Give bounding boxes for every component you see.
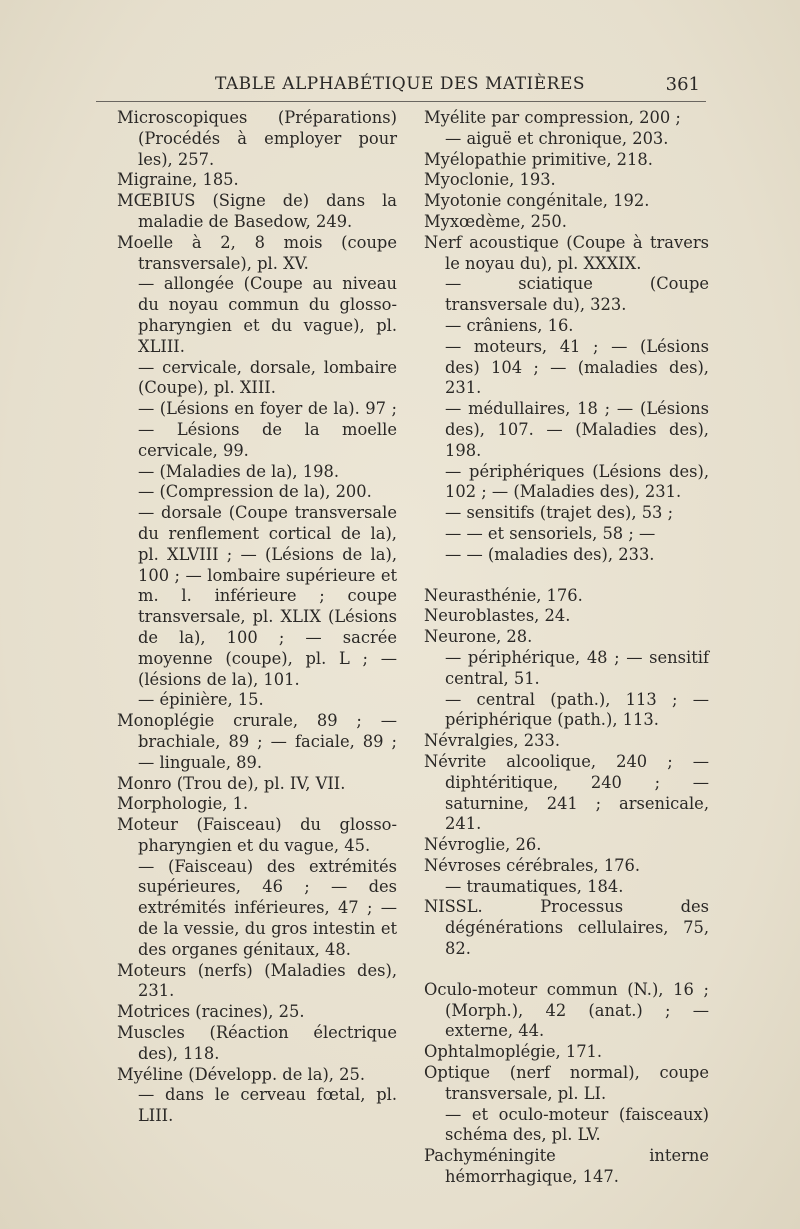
index-entry: — dorsale (Coupe transversale du renflement cortical de la), pl. XLVIII ; — (Lésions de la), 100 ; — lombaire supérieure et m. l. inférieure ; coupe transversale, pl. XLIX (Lésions de la), 100 ; — sacrée moyenne (coupe), pl. L ; — (lésions de la), 101. bbox=[138, 503, 397, 689]
left-column bbox=[117, 108, 397, 1127]
index-entry: Pachyméningite interne hémorrhagique, 147. bbox=[424, 1146, 709, 1187]
index-entry: — (Lésions en foyer de la). 97 ; — Lésions de la moelle cervicale, 99. bbox=[138, 399, 397, 460]
index-entry: Oculo-moteur commun (N.), 16 ; (Morph.), 42 (anat.) ; — externe, 44. bbox=[424, 979, 709, 1041]
index-entry: Neuroblastes, 24. bbox=[424, 606, 571, 626]
index-entry: — périphériques (Lésions des), 102 ; — (Maladies des), 231. bbox=[445, 461, 709, 502]
index-entry: Nerf acoustique (Coupe à travers le noyau du), pl. XXXIX. bbox=[424, 232, 709, 273]
index-entry: Monoplégie crurale, 89 ; — brachiale, 89 ; — faciale, 89 ; — linguale, 89. bbox=[117, 711, 397, 772]
index-entry: Neurasthénie, 176. bbox=[424, 585, 583, 605]
index-entry: Moelle à 2, 8 mois (coupe transversale), pl. XV. bbox=[117, 232, 397, 273]
index-entry: Névroses cérébrales, 176. bbox=[424, 855, 641, 875]
index-entry: Neurone, 28. bbox=[424, 627, 533, 647]
index-entry: Névrite alcoolique, 240 ; — diphtéritique, 240 ; — saturnine, 241 ; arsenicale, 241. bbox=[424, 751, 709, 834]
index-entry: Microscopiques (Préparations) (Procédés à employer pour les), 257. bbox=[117, 108, 397, 169]
index-entry: Névralgies, 233. bbox=[424, 731, 560, 751]
index-entry: — cervicale, dorsale, lombaire (Coupe), pl. XIII. bbox=[138, 357, 397, 398]
page-title: TABLE ALPHABÉTIQUE DES MATIÈRES bbox=[214, 74, 586, 94]
index-entry: — et oculo-moteur (faisceaux) schéma des, pl. LV. bbox=[445, 1104, 709, 1145]
page-number: 361 bbox=[665, 74, 700, 95]
index-entry: Myoclonie, 193. bbox=[424, 170, 556, 190]
index-entry: Névroglie, 26. bbox=[424, 835, 542, 855]
index-entry: Morphologie, 1. bbox=[117, 794, 249, 814]
index-entry: — — et sensoriels, 58 ; — bbox=[445, 523, 656, 543]
index-entry: — sensitifs (trajet des), 53 ; bbox=[445, 503, 674, 523]
index-entry: Ophtalmoplégie, 171. bbox=[424, 1042, 603, 1062]
index-entry: Motrices (racines), 25. bbox=[117, 1002, 305, 1022]
index-entry: Optique (nerf normal), coupe transversale, pl. LI. bbox=[424, 1063, 709, 1103]
index-entry: — périphérique, 48 ; — sensitif central, 51. bbox=[445, 647, 709, 688]
index-entry: Monro (Trou de), pl. IV, VII. bbox=[117, 773, 346, 793]
running-header bbox=[100, 74, 700, 100]
index-entry: Moteurs (nerfs) (Maladies des), 231. bbox=[117, 960, 397, 1001]
index-entry: — moteurs, 41 ; — (Lésions des) 104 ; — (maladies des), 231. bbox=[445, 336, 709, 398]
index-entry: Moteur (Faisceau) du glosso-pharyngien et du vague, 45. bbox=[117, 815, 397, 855]
index-entry: — traumatiques, 184. bbox=[445, 876, 624, 896]
header-rule bbox=[96, 101, 706, 102]
index-entry: — médullaires, 18 ; — (Lésions des), 107. — (Maladies des), 198. bbox=[445, 399, 709, 460]
index-entry: Myéline (Développ. de la), 25. bbox=[117, 1064, 366, 1084]
index-entry: Myotonie congénitale, 192. bbox=[424, 191, 650, 211]
right-column bbox=[424, 108, 709, 1188]
entry-gap bbox=[424, 960, 709, 980]
index-entry: Myélopathie primitive, 218. bbox=[424, 149, 653, 169]
index-entry: Muscles (Réaction électrique des), 118. bbox=[117, 1023, 397, 1063]
index-entry: Migraine, 185. bbox=[117, 170, 239, 190]
index-entry: MŒBIUS (Signe de) dans la maladie de Basedow, 249. bbox=[117, 191, 397, 231]
entry-gap bbox=[424, 566, 709, 586]
index-entry: — crâniens, 16. bbox=[445, 315, 574, 335]
index-entry: — aiguë et chronique, 203. bbox=[445, 128, 669, 148]
index-entry: — (Compression de la), 200. bbox=[138, 482, 372, 502]
index-entry: — (Faisceau) des extrémités supérieures, 46 ; — des extrémités inférieures, 47 ; — de la vessie, du gros intestin et des organes génitaux, 48. bbox=[138, 856, 397, 959]
index-entry: — (Maladies de la), 198. bbox=[138, 461, 339, 481]
index-entry: NISSL. Processus des dégénérations cellulaires, 75, 82. bbox=[424, 897, 709, 959]
index-entry: Myélite par compression, 200 ; bbox=[424, 108, 681, 127]
index-entry: — dans le cerveau fœtal, pl. LIII. bbox=[138, 1085, 397, 1126]
index-entry: Myxœdème, 250. bbox=[424, 211, 567, 231]
index-entry: — épinière, 15. bbox=[138, 690, 264, 710]
index-entry: — sciatique (Coupe transversale du), 323. bbox=[445, 274, 709, 315]
index-entry: — central (path.), 113 ; — périphérique (path.), 113. bbox=[445, 689, 709, 730]
index-entry: — allongée (Coupe au niveau du noyau commun du glosso-pharyngien et du vague), pl. XLIII. bbox=[138, 274, 397, 356]
index-entry: — — (maladies des), 233. bbox=[445, 544, 655, 564]
